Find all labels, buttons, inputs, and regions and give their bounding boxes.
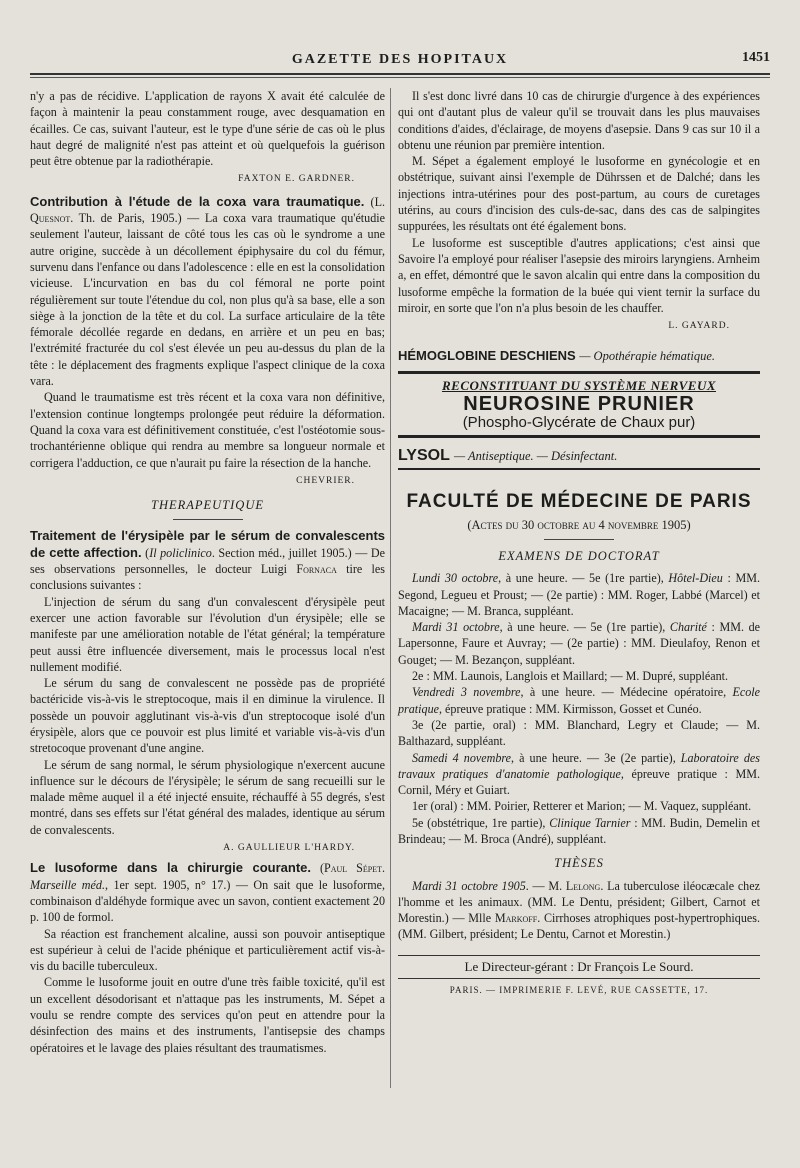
paragraph: L'injection de sérum du sang d'un convalescent d'érysipèle peut exercer une action favorable sur l'évolution d'un érysipèle; elle se manifeste par une amélioration notable de l'état général; la température peut aussi être influencée diversement, mais le processus local n'est nullement modifié. xyxy=(30,594,385,674)
paragraph: , 1er sept. 1905, n° 17.) — On sait que le lusoforme, combinaison d'aldéhyde formique avec un savon, contient exactement 20 p. 100 de formol. xyxy=(30,877,385,925)
exam-place: Charité xyxy=(669,620,707,635)
exam-entry: 3e (2e partie, oral) : MM. Blanchard, Legry et Claude; — M. Balthazard, suppléant. xyxy=(398,717,760,749)
journal-title: GAZETTE DES HOPITAUX xyxy=(291,52,509,67)
column-divider xyxy=(390,88,391,1088)
signature: CHEVRIER. xyxy=(296,475,355,486)
paragraph: Comme le lusoforme jouit en outre d'une très faible toxicité, qu'il est un excellent désodorisant et n'attaque pas les instruments, M. Sépet a voulu se rendre compte des services qu'on peut en attendre pour la désinfection des mains et des instruments, l'antisepsie des champs opératoires et le lavage des plaies résultant des traumatismes. xyxy=(30,975,385,1055)
exam-text: , à une heure. — 3e (2e partie), xyxy=(511,750,676,765)
paragraph: Quand le traumatisme est très récent et la coxa vara non définitive, l'extension continue longtemps prolongée peut réduire la déformation. Quand la coxa vara est définitivement constituée, c'est l'ostéotomie sous-trochantérienne oblique qui rendra au membre sa longueur normale et corrigera l'adduction, ce que n'aurait pu faire la résection de la hanche. xyxy=(30,390,385,470)
exam-entry: 2e : MM. Launois, Langlois et Maillard; — M. Dupré, suppléant. xyxy=(412,669,729,684)
printer-line: PARIS. — IMPRIMERIE F. LEVÉ, RUE CASSETTE, 17. xyxy=(449,985,709,996)
exam-place: Hôtel-Dieu xyxy=(668,571,723,586)
advert-neurosine xyxy=(398,371,760,438)
section-rule xyxy=(544,539,614,540)
signature: A. GAULLIEUR L'HARDY. xyxy=(223,843,355,854)
exam-entry xyxy=(398,619,760,668)
paragraph: Le lusoforme est susceptible d'autres applications; c'est ainsi que Savoire l'a employé pour réaliser l'asepsie des miroirs laryngiens. Arnheim a, en effet, démontré que le savon alcalin qui entre dans la composition du lusoforme empêche la formation de la buée qui vient ternir la surface du miroir, en sorte que l'on n'a plus besoin de les chauffer. xyxy=(398,235,760,315)
exam-date: Vendredi 3 novembre xyxy=(412,685,521,700)
advert-subtitle: (Phospho-Glycérate de Chaux pur) xyxy=(462,414,696,432)
advert-tagline: RECONSTITUANT DU SYSTÈME NERVEUX xyxy=(441,377,716,393)
thesis-text: . La tuberculose iléocæcale chez l'homme et les animaux. (MM. Le Dentu, président; Gilbert, Carnot et Morestin.) — Mlle xyxy=(398,878,760,926)
article-source: Marseille méd. xyxy=(30,877,105,892)
exam-place: Laboratoire des travaux pratiques d'anatomie pathologique xyxy=(398,750,760,781)
thesis-author: Lelong xyxy=(565,878,601,893)
exam-place: Clinique Tarnier xyxy=(549,815,631,830)
exam-text: , épreuve pratique : MM. Cornil, Méry et Guiart. xyxy=(398,766,761,798)
exam-text: 5e (obstétrique, 1re partie), xyxy=(412,815,546,830)
paragraph: tire les conclusions suivantes : xyxy=(30,562,385,593)
thesis-author: Markoff xyxy=(494,911,538,926)
section-heading: THERAPEUTIQUE xyxy=(151,498,264,513)
page-number: 1451 xyxy=(742,50,770,65)
article-author: Fornaca xyxy=(296,562,337,577)
exam-text: , épreuve pratique : MM. Kirmisson, Gosset et Cunéo. xyxy=(438,701,702,716)
header-rule xyxy=(30,73,770,75)
section-heading: EXAMENS DE DOCTORAT xyxy=(498,548,660,563)
advert-name: LYSOL xyxy=(398,447,450,465)
exam-text: : MM. de Lapersonne, Faure et Auvray; — (2e partie) : MM. Dieulafoy, Renon et Gouget; — M. Bezançon, suppléant. xyxy=(398,620,761,667)
exam-text: : MM. Budin, Demelin et Brindeau; — M. Broca (André), suppléant. xyxy=(398,815,761,846)
faculty-subheading: (Actes du 30 octobre au 4 novembre 1905) xyxy=(467,517,691,532)
article-title: Traitement de l'érysipèle par le sérum de convalescents de cette affection. xyxy=(30,528,385,560)
advert-name: HÉMOGLOBINE DESCHIENS xyxy=(398,348,576,364)
advert-hemoglobine xyxy=(398,348,760,364)
section-rule xyxy=(173,519,243,520)
exam-entry xyxy=(398,684,760,717)
advert-name: NEUROSINE PRUNIER xyxy=(463,393,695,416)
exam-text: : MM. Segond, Legueu et Proust; — (2e partie) : MM. Roger, Labbé (Marcel) et Macaigne; — M. Branca, suppléant. xyxy=(398,571,760,618)
exam-date: Mardi 31 octobre xyxy=(412,620,500,635)
article-title: Contribution à l'étude de la coxa vara traumatique. xyxy=(30,193,365,209)
exam-text: , à une heure. — Médecine opératoire, xyxy=(520,685,727,700)
article-coxa-vara: Contribution à l'étude de la coxa vara traumatique. (L. Quesnot. Th. de Paris, 1905.) — La coxa vara traumatique qu'étudie seulement l'auteur, laissant de côté tous les cas où le syndrome a une autre origine, succède à un décollement épiphysaire du col du fémur, survenu dans l'enfance ou dans l'adolescence : elle en est la consolidation vicieuse. L'incurvation en bas du col fémoral ne porte point régulièrement sur toute l'étendue du col, non plus qu'à sa base, elle a son siège à la jonction de la tête et du col. La surface articulaire de la tête fémorale décollée regarde en dedans, en arrière et un peu en bas; l'extrémité fracturée du col s'est élevée un peu au-dessus du plan de la tête : le déplacement des fragments explique l'aspect clinique de la coxa vara. xyxy=(30,193,385,389)
section-heading: THÈSES xyxy=(554,856,604,871)
article-erysipele: Traitement de l'érysipèle par le sérum de convalescents de cette affection. (Il policlinico. Section méd., juillet 1905.) — De ses observations personnelles, le docteur Luigi Fornaca tire les conclusions suivantes : xyxy=(30,528,385,593)
header-rule-thin xyxy=(30,77,770,78)
signature: L. GAYARD. xyxy=(668,321,730,332)
exam-text: , à une heure. — 5e (1re partie), xyxy=(499,620,666,635)
article-author: L. Quesnot xyxy=(30,194,385,226)
exam-entry xyxy=(398,815,760,848)
paragraph: Sa réaction est franchement alcaline, aussi son pouvoir antiseptique est supérieur à celui de l'acide phénique et particulièrement actif vis-à-vis du bacille tuberculeux. xyxy=(30,926,385,974)
exam-place: Ecole pratique xyxy=(398,685,760,716)
thesis-entry xyxy=(398,878,760,943)
article-title: Le lusoforme dans la chirurgie courante. xyxy=(30,860,312,876)
exam-date: Samedi 4 novembre xyxy=(412,750,512,765)
exam-date: Lundi 30 octobre xyxy=(412,571,499,586)
thesis-text: . — M. xyxy=(525,878,563,893)
article-author: Paul Sépet xyxy=(324,861,382,876)
signature: FAXTON E. GARDNER. xyxy=(238,174,355,185)
paragraph: n'y a pas de récidive. L'application de rayons X avait été calculée de façon à maintenir la peau constamment rouge, avec desquamation en écailles. Ce cas, suivant l'auteur, est le type d'une série de cas où le plus haut degré de malignité n'est pas atteint et où quelquefois la guérison peut être obtenue par la radiothérapie. xyxy=(30,89,385,169)
paragraph: Le sérum de sang normal, le sérum physiologique n'exercent aucune influence sur le décours de l'érysipèle; le sérum de sang recueilli sur le malade même auquel il a été injecté ensuite, réchauffé à 55 degrés, s'est montré, dans ses effets sur l'état général des malades, identique au sérum de convalescents. xyxy=(30,757,385,837)
thesis-date: Mardi 31 octobre 1905 xyxy=(412,878,526,893)
director-line: Le Directeur-gérant : Dr François Le Sourd. xyxy=(398,955,760,979)
advert-lysol xyxy=(398,448,760,470)
paragraph: M. Sépet a également employé le lusoforme en gynécologie et en obstétrique, suivant ainsi l'exemple de Dührssen et de Dalché; dans les injections intra-utérines pour des post-partum, au cours de curetages utérins, au cours d'incision des culs-de-sac, dans des cas de salpingites suppurées, les résultats ont été également bons. xyxy=(398,154,760,234)
article-lusoforme: Le lusoforme dans la chirurgie courante. (Paul Sépet. Marseille méd., 1er sept. 1905, n° 17.) — On sait que le lusoforme, combinaison d'aldéhyde formique avec un savon, contient exactement 20 p. 100 de formol. xyxy=(30,860,385,925)
article-source: Il policlinico xyxy=(149,545,212,560)
faculty-heading: FACULTÉ DE MÉDECINE DE PARIS xyxy=(406,491,752,513)
paragraph: . Th. de Paris, 1905.) — La coxa vara traumatique qu'étudie seulement l'auteur, laissant de côté tous les cas où le syndrome a une autre origine, succède à un décollement épiphysaire du col du fémur, survenu dans l'enfance ou dans l'adolescence : elle en est la consolidation vicieuse. L'incurvation en bas du col fémoral ne porte point régulièrement sur toute l'étendue du col, non plus qu'à sa base, elle a son siège à la jonction de la tête et du col. La surface articulaire de la tête fémorale décollée regarde en dedans, en arrière et un peu en bas; l'extrémité fracturée du col s'est élevée un peu au-dessus du plan de la tête : le déplacement des fragments explique l'aspect clinique de la coxa vara. xyxy=(30,211,385,389)
paragraph: Le sérum du sang de convalescent ne possède pas de propriété bactéricide vis-à-vis le streptocoque, mais il en diminue la virulence. Il possède un pouvoir agglutinant vis-à-vis d'un streptocoque isolé d'un érysipèle, alors que ce pouvoir est plus limité et variable vis-à-vis d'un stretocoque provenant d'une angine. xyxy=(30,676,385,756)
advert-tagline: — Antiseptique. — Désinfectant. xyxy=(454,449,618,464)
paragraph: . Section méd., juillet 1905.) — De ses observations personnelles, le docteur Luigi xyxy=(30,545,385,577)
exam-entry xyxy=(398,750,760,799)
left-column xyxy=(30,88,385,1056)
page-header xyxy=(20,50,780,72)
exam-entry: 1er (oral) : MM. Poirier, Retterer et Marion; — M. Vaquez, suppléant. xyxy=(412,799,752,814)
thesis-text: . Cirrhoses atrophiques post-hypertrophiques. (MM. Gilbert, président; Le Dentu, Carnot et Morestin.) xyxy=(398,911,760,942)
right-column xyxy=(398,88,760,998)
exam-text: , à une heure. — 5e (1re partie), xyxy=(498,571,664,586)
paragraph: Il s'est donc livré dans 10 cas de chirurgie d'urgence à des expériences qui ont d'autant plus de valeur qu'il se trouvait dans les plus mauvaises conditions d'aides, d'éclairage, de moyens d'asepsie. Dans 9 cas sur 10 il a obtenu une réunion par première intention. xyxy=(398,89,760,152)
exam-entry xyxy=(398,570,760,619)
advert-tagline: — Opothérapie hématique. xyxy=(579,349,716,364)
